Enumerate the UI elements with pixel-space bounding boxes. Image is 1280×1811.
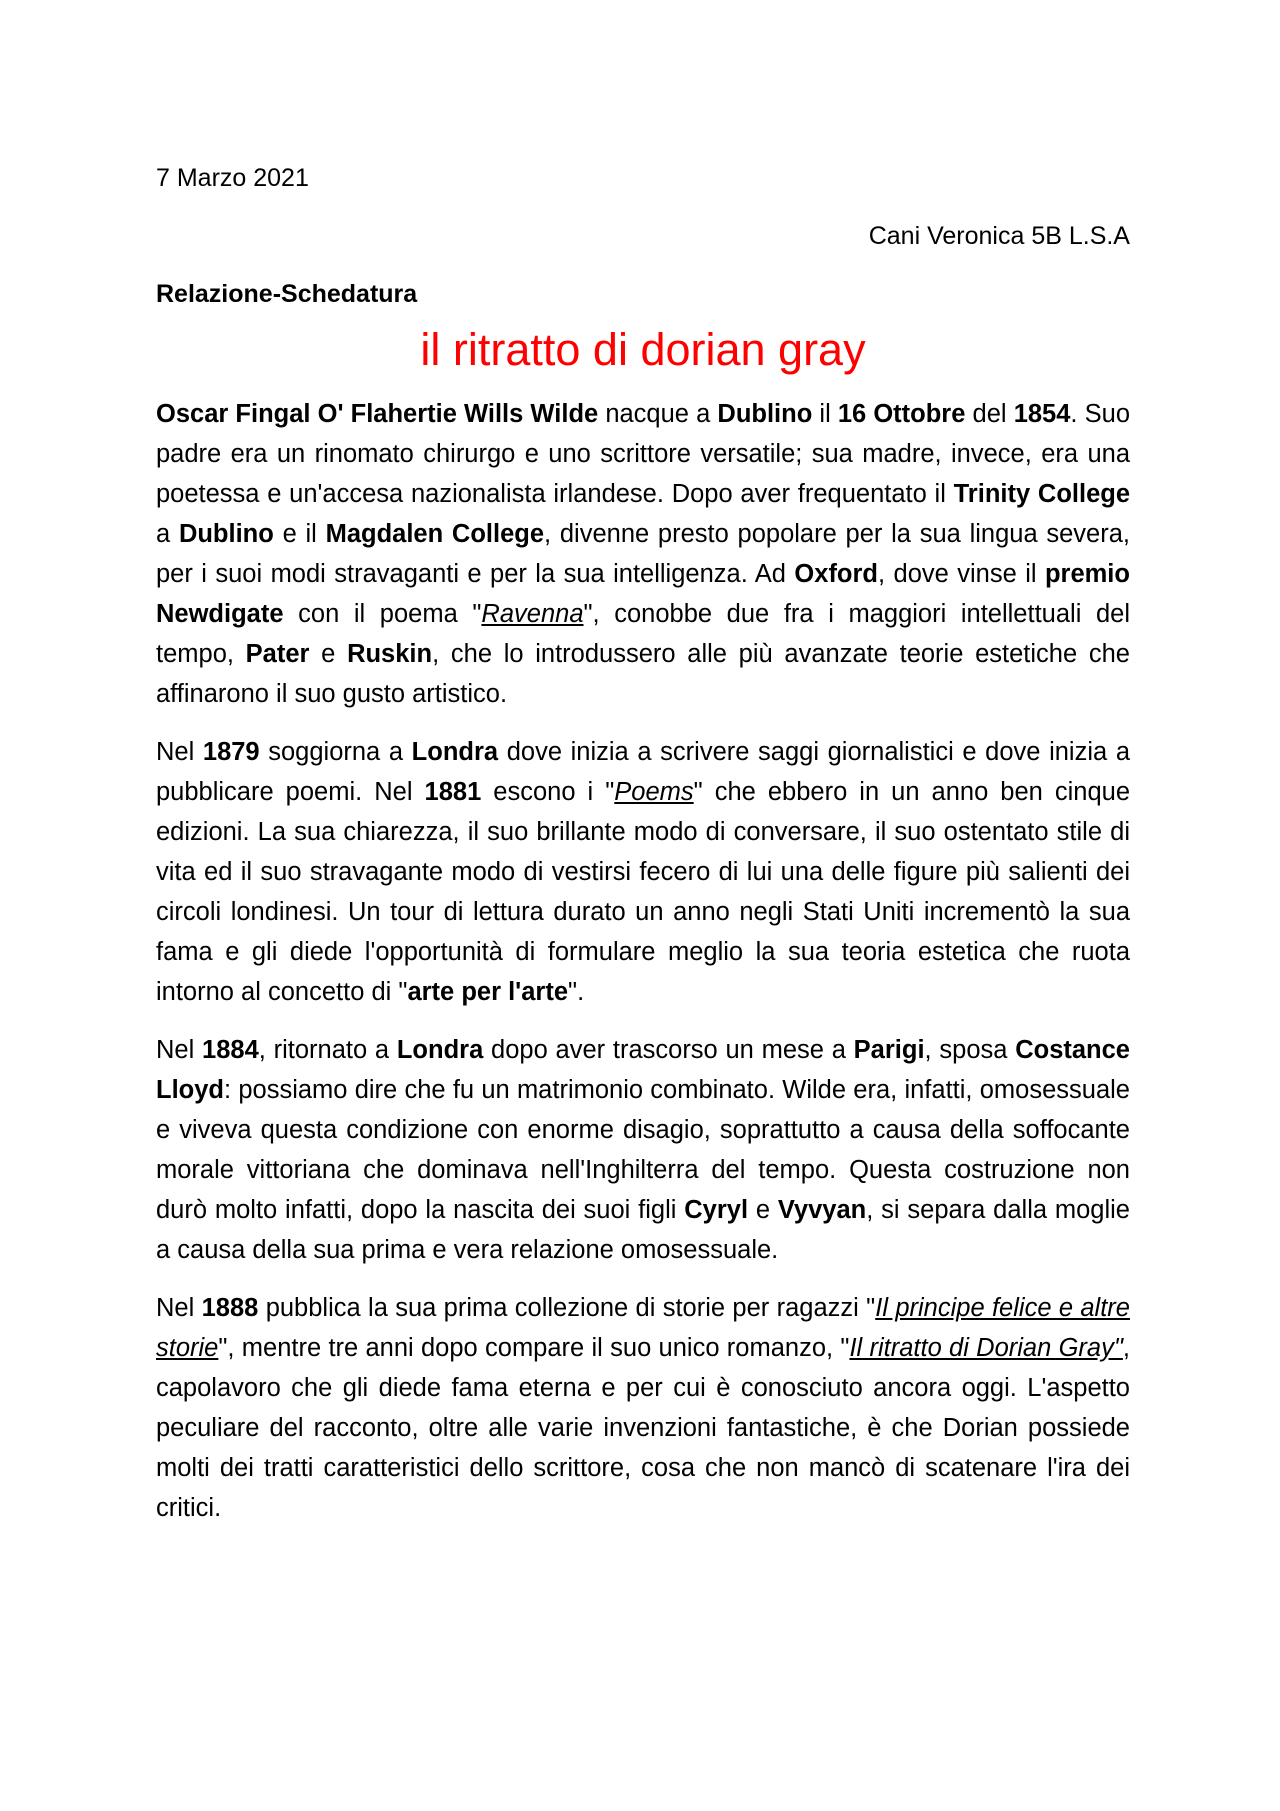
- body-text: ", conobbe due fra i maggiori intellettuali del tempo,: [156, 600, 1130, 668]
- bold-text: Londra: [411, 738, 499, 766]
- body-text: : possiamo dire che fu un matrimonio combinato. Wilde era, infatti, omosessuale e viveva questa condizione con enorme disagio, soprattutto a causa della soffocante morale vittoriana che dominava nell'Inghilterra del tempo. Questa costruzione non durò molto infatti, dopo la nascita dei suoi figli: [156, 1076, 1130, 1224]
- paragraph-4: [156, 1288, 1130, 1528]
- body-text: ".: [568, 978, 585, 1006]
- body-text: e il: [273, 520, 326, 548]
- body-text: , si separa dalla moglie a causa della sua prima e vera relazione omosessuale.: [156, 1196, 1130, 1264]
- body-text: dopo aver trascorso un mese a: [483, 1036, 854, 1064]
- body-text: , divenne presto popolare per la sua lingua severa, per i suoi modi stravaganti e per la sua intelligenza. Ad: [156, 520, 1130, 588]
- body-text: Nel: [156, 738, 203, 766]
- bold-text: Oxford: [794, 560, 879, 588]
- bold-text: 1879: [202, 738, 260, 766]
- bold-text: 1884: [202, 1036, 259, 1064]
- document-title: il ritratto di dorian gray: [420, 324, 866, 375]
- body-text: del: [965, 400, 1014, 428]
- bold-text: Londra: [396, 1036, 484, 1064]
- work-title-text: Poems: [614, 778, 694, 806]
- paragraph-1: [156, 394, 1130, 714]
- work-title-text: Ravenna: [481, 600, 584, 628]
- body-text: ", mentre tre anni dopo compare il suo unico romanzo, ": [218, 1334, 850, 1362]
- body-text: nacque a: [598, 400, 718, 428]
- body-text: , ritornato a: [258, 1036, 397, 1064]
- work-title-text: Il principe felice e altre storie: [156, 1294, 1130, 1362]
- bold-text: 1888: [201, 1294, 259, 1322]
- bold-text: Parigi: [853, 1036, 925, 1064]
- bold-text: Costance Lloyd: [156, 1036, 1130, 1104]
- paragraph-2: [156, 732, 1130, 1012]
- bold-text: Ruskin: [347, 640, 433, 668]
- body-text: e: [748, 1196, 778, 1224]
- body-text: e: [309, 640, 348, 668]
- body-text: , che lo introdussero alle più avanzate teorie estetiche che affinarono il suo gusto artistico.: [156, 640, 1130, 708]
- body-text: Nel: [156, 1036, 203, 1064]
- body-text: . Suo padre era un rinomato chirurgo e uno scrittore versatile; sua madre, invece, era una poetessa e un'accesa nazionalista irlandese. Dopo aver frequentato il: [156, 400, 1130, 508]
- body-text: " che ebbero in un anno ben cinque edizioni. La sua chiarezza, il suo brillante modo di conversare, il suo ostentato stile di vita ed il suo stravagante modo di vestirsi fecero di lui una delle figure più salienti dei circoli londinesi. Un tour di lettura durato un anno negli Stati Uniti incrementò la sua fama e gli diede l'opportunità di formulare meglio la sua teoria estetica che ruota intorno al concetto di ": [156, 778, 1130, 1006]
- bold-text: Cyryl: [684, 1196, 749, 1224]
- document-body: [156, 158, 1130, 1546]
- bold-text: Trinity College: [953, 480, 1131, 508]
- bold-text: premio Newdigate: [156, 560, 1130, 628]
- body-text: Nel: [156, 1294, 202, 1322]
- bold-text: 1881: [424, 778, 482, 806]
- work-title-text: Il ritratto di Dorian Gray": [849, 1334, 1123, 1362]
- document-label: Relazione-Schedatura: [156, 280, 418, 308]
- bold-text: Dublino: [717, 400, 813, 428]
- body-text: il: [812, 400, 838, 428]
- body-text: pubblica la sua prima collezione di storie per ragazzi ": [258, 1294, 876, 1322]
- bold-text: Vyvyan: [777, 1196, 867, 1224]
- bold-text: 1854: [1013, 400, 1071, 428]
- body-text: a: [156, 520, 179, 548]
- bold-text: Magdalen College: [325, 520, 545, 548]
- body-text: escono i ": [481, 778, 615, 806]
- body-text: dove inizia a scrivere saggi giornalistici e dove inizia a pubblicare poemi. Nel: [156, 738, 1130, 806]
- body-text: , sposa: [924, 1036, 1016, 1064]
- body-text: , capolavoro che gli diede fama eterna e per cui è conosciuto ancora oggi. L'aspetto peculiare del racconto, oltre alle varie invenzioni fantastiche, è che Dorian possiede molti dei tratti caratteristici dello scrittore, cosa che non mancò di scatenare l'ira dei critici.: [156, 1334, 1130, 1522]
- bold-text: 16 Ottobre: [837, 400, 966, 428]
- paragraph-3: [156, 1030, 1130, 1270]
- body-text: , dove vinse il: [878, 560, 1045, 588]
- body-text: soggiorna a: [259, 738, 412, 766]
- document-date: 7 Marzo 2021: [156, 164, 309, 192]
- bold-text: Dublino: [178, 520, 274, 548]
- bold-text: arte per l'arte: [407, 978, 569, 1006]
- document-author: Cani Veronica 5B L.S.A: [868, 222, 1130, 250]
- bold-text: Pater: [245, 640, 310, 668]
- body-text: con il poema ": [283, 600, 482, 628]
- bold-text: Oscar Fingal O' Flahertie Wills Wilde: [156, 400, 599, 428]
